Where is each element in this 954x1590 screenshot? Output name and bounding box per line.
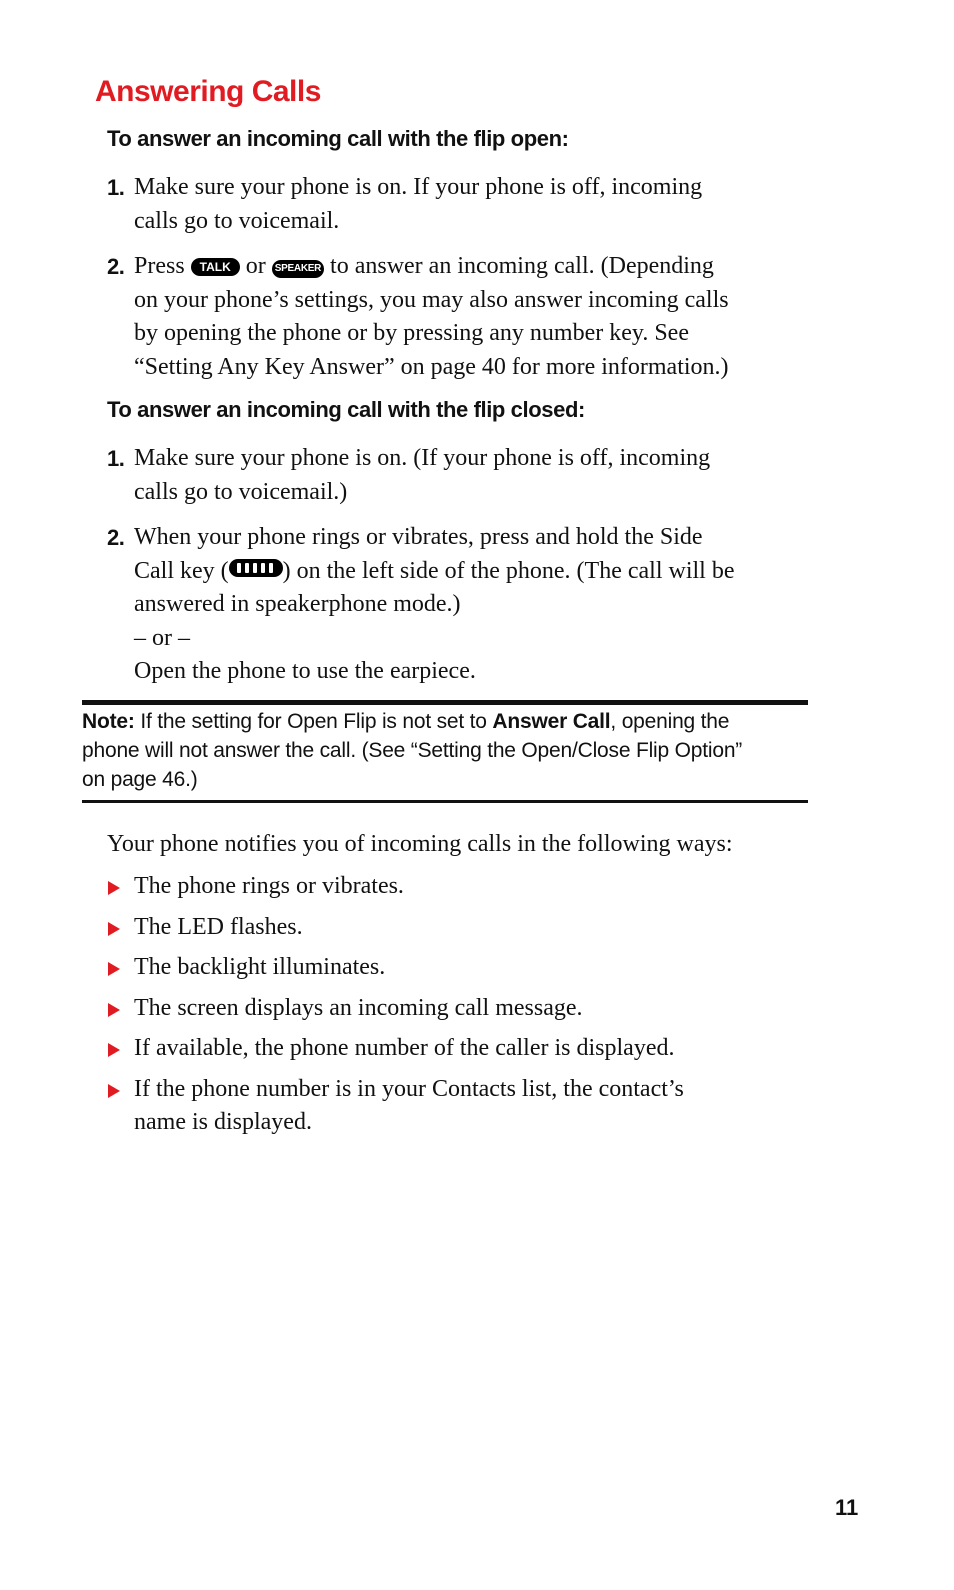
triangle-bullet-icon [108,1043,120,1057]
talk-key-icon: TALK [191,258,240,276]
notify-list [107,870,827,1147]
note-line: phone will not answer the call. (See “Setting the Open/Close Flip Option” [82,739,743,762]
step-line: “Setting Any Key Answer” on page 40 for more information.) [134,353,729,380]
step-line: Make sure your phone is on. (If your phone is off, incoming [134,445,711,471]
note-box [82,707,810,794]
step-number: 2. [107,525,125,550]
section-title: Answering Calls [95,75,321,108]
side-call-key-ridges-icon [237,563,275,573]
speaker-key-icon: SPEAKER [272,260,324,278]
step-text [134,171,807,238]
notify-intro: Your phone notifies you of incoming calls in the following ways: [107,831,733,857]
list-item [107,870,827,904]
list-item-text: If available, the phone number of the caller is displayed. [134,1035,675,1061]
page-number: 11 [835,1495,859,1520]
list-item-text: name is displayed. [134,1109,312,1135]
step-line: calls go to voicemail.) [134,478,348,505]
note-bottom-rule [82,800,808,803]
or-separator: – or – [134,624,190,651]
step-line: on your phone’s settings, you may also answer incoming calls [134,286,729,313]
list-item-text: The screen displays an incoming call message. [134,994,583,1021]
flip-closed-step-1 [107,442,807,509]
step-line: Make sure your phone is on. If your phone is off, incoming [134,174,703,200]
note-label: Note: [82,710,135,733]
step-line [134,555,807,589]
list-item-text: If the phone number is in your Contacts list, the contact’s [134,1075,684,1102]
note-line [82,707,810,736]
side-call-key-icon [229,559,283,577]
step-text [134,521,807,689]
list-item [107,1032,827,1066]
step-text [134,442,807,509]
flip-open-heading: To answer an incoming call with the flip open: [107,126,569,151]
step-line: When your phone rings or vibrates, press and hold the Side [134,524,703,550]
or-word: or [245,253,266,279]
triangle-bullet-icon [108,922,120,936]
step-number: 1. [107,175,125,200]
note-bold-term: Answer Call [492,710,611,733]
note-top-rule [82,700,808,705]
triangle-bullet-icon [108,1003,120,1017]
triangle-bullet-icon [108,881,120,895]
step-line-before: Call key ( [134,557,229,584]
step-line: Open the phone to use the earpiece. [134,658,476,684]
step-line-rest: to answer an incoming call. (Depending [330,253,714,279]
step-text [134,250,807,384]
step-line: answered in speakerphone mode.) [134,591,461,617]
list-item-text: The LED flashes. [134,913,303,940]
step-number: 1. [107,446,125,471]
step-number: 2. [107,254,125,279]
step-line-after: ) on the left side of the phone. (The call will be [282,557,735,584]
step-line: calls go to voicemail. [134,207,340,234]
flip-open-step-1 [107,171,807,238]
step-line [134,250,807,284]
list-item-text: The backlight illuminates. [134,954,386,980]
note-text: , opening the [610,710,730,733]
list-item [107,911,827,945]
note-line: on page 46.) [82,768,198,791]
flip-closed-heading: To answer an incoming call with the flip closed: [107,397,585,422]
flip-closed-step-2 [107,521,807,689]
press-word: Press [134,253,185,279]
list-item [107,951,827,985]
list-item [107,1073,827,1140]
note-text: If the setting for Open Flip is not set to [140,710,487,733]
flip-open-step-2 [107,250,807,384]
triangle-bullet-icon [108,962,120,976]
list-item [107,992,827,1026]
list-item-text: The phone rings or vibrates. [134,873,404,899]
step-line: by opening the phone or by pressing any number key. See [134,320,689,346]
triangle-bullet-icon [108,1084,120,1098]
